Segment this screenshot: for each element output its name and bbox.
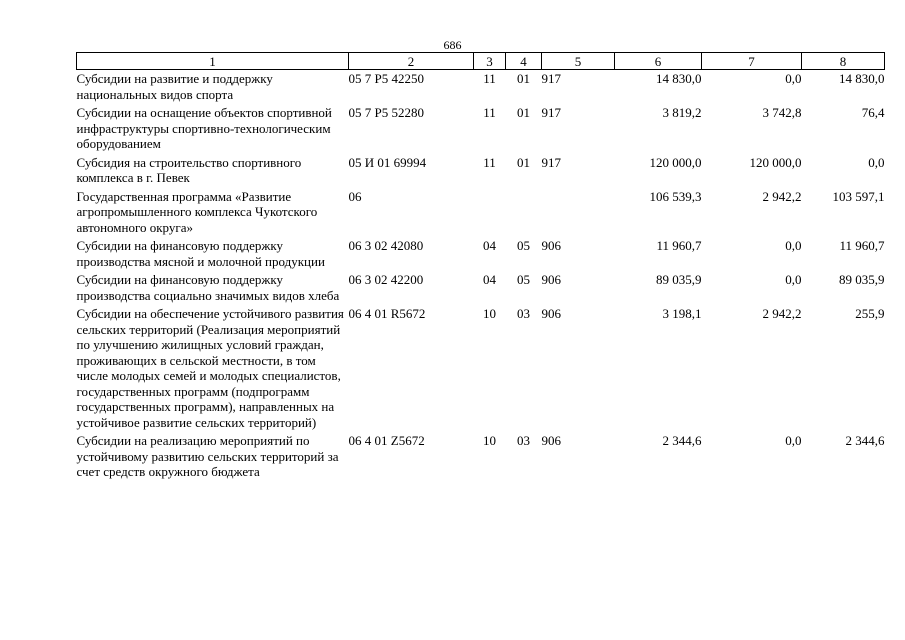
row-name: Субсидии на реализацию мероприятий по устойчивому развитию сельских территорий за счет средств окружного бюджета [76,433,339,479]
row-section: 11 [483,105,496,120]
row-code: 06 3 02 42200 [348,272,424,287]
row-federal: 120 000,0 [749,154,802,170]
row-subsection: 01 [517,105,530,120]
row-subsection: 03 [517,433,530,448]
row-name: Субсидия на строительство спортивного комплекса в г. Певек [76,154,302,185]
row-name: Субсидии на финансовую поддержку производства мясной и молочной продукции [76,238,325,269]
row-ministry [542,188,615,238]
row-regional: 76,4 [861,105,885,120]
row-regional: 14 830,0 [839,71,885,86]
row-subsection: 05 [517,272,530,287]
column-header: 6 [615,53,702,70]
row-subsection: 03 [517,306,530,321]
row-total: 2 344,6 [662,433,702,448]
row-section: 10 [483,306,496,321]
row-name: Субсидии на обеспечение устойчивого развития сельских территорий (Реализация мероприятий по улучшению жилищных условий граждан, проживающих в сельской местности, в том числе молодых семей и молодых специалистов, государственных программ (подпрограмм государственных программ), направленных на устойчивое развитие сельских территорий) [76,306,344,430]
row-section: 04 [483,272,496,287]
table-row [77,271,885,305]
column-header: 2 [349,53,474,70]
table-row [77,432,885,482]
row-federal: 0,0 [785,71,802,86]
row-total: 106 539,3 [649,188,702,204]
row-total: 3 819,2 [662,105,702,120]
row-section: 04 [483,238,496,253]
column-header: 8 [802,53,885,70]
table-row [77,154,885,188]
page-number: 686 [443,38,462,52]
row-federal: 3 742,8 [762,105,802,120]
row-total: 14 830,0 [656,71,702,86]
row-total: 89 035,9 [656,272,702,287]
row-regional: 255,9 [855,306,885,321]
row-subsection: 05 [517,238,530,253]
row-name: Государственная программа «Развитие агропромышленного комплекса Чукотского автономного округа» [76,188,318,235]
column-header: 4 [506,53,542,70]
row-subsection: 01 [517,154,530,170]
row-total: 120 000,0 [649,154,702,170]
row-ministry: 917 [541,105,561,120]
row-total: 11 960,7 [656,238,702,253]
row-subsection [506,188,542,238]
row-federal: 0,0 [785,272,802,287]
row-regional: 103 597,1 [832,188,885,204]
table-row [77,70,885,105]
row-code: 06 [348,188,362,204]
row-ministry: 906 [541,272,561,287]
table-row [77,188,885,238]
row-federal: 2 942,2 [762,306,802,321]
column-header: 7 [702,53,802,70]
row-name: Субсидии на развитие и поддержку национальных видов спорта [76,71,273,102]
row-subsection: 01 [517,71,530,86]
row-regional: 0,0 [868,154,885,170]
row-code: 05 7 P5 42250 [348,71,424,86]
row-name: Субсидии на финансовую поддержку производства социально значимых видов хлеба [76,272,340,303]
row-regional: 11 960,7 [839,238,885,253]
row-total: 3 198,1 [662,306,702,321]
row-code: 05 7 P5 52280 [348,105,424,120]
row-code: 06 4 01 R5672 [348,306,426,321]
row-section: 10 [483,433,496,448]
column-header: 3 [474,53,506,70]
row-name: Субсидии на оснащение объектов спортивной инфраструктуры спортивно-технологическим оборудованием [76,105,332,151]
row-code: 06 4 01 Z5672 [348,433,425,448]
row-code: 05 И 01 69994 [348,154,427,170]
row-regional: 2 344,6 [845,433,885,448]
row-federal: 0,0 [785,433,802,448]
row-code: 06 3 02 42080 [348,238,424,253]
row-section [474,188,506,238]
row-regional: 89 035,9 [839,272,885,287]
column-header: 1 [77,53,349,70]
table-row [77,237,885,271]
row-ministry: 917 [541,154,561,170]
row-ministry: 906 [541,433,561,448]
row-ministry: 906 [541,306,561,321]
row-federal: 2 942,2 [762,188,802,204]
table-row [77,104,885,154]
column-header: 5 [542,53,615,70]
row-section: 11 [483,154,496,170]
header-row [77,53,885,70]
row-section: 11 [483,71,496,86]
table-row [77,305,885,432]
row-federal: 0,0 [785,238,802,253]
row-ministry: 917 [541,71,561,86]
budget-table [76,52,885,482]
row-ministry: 906 [541,238,561,253]
